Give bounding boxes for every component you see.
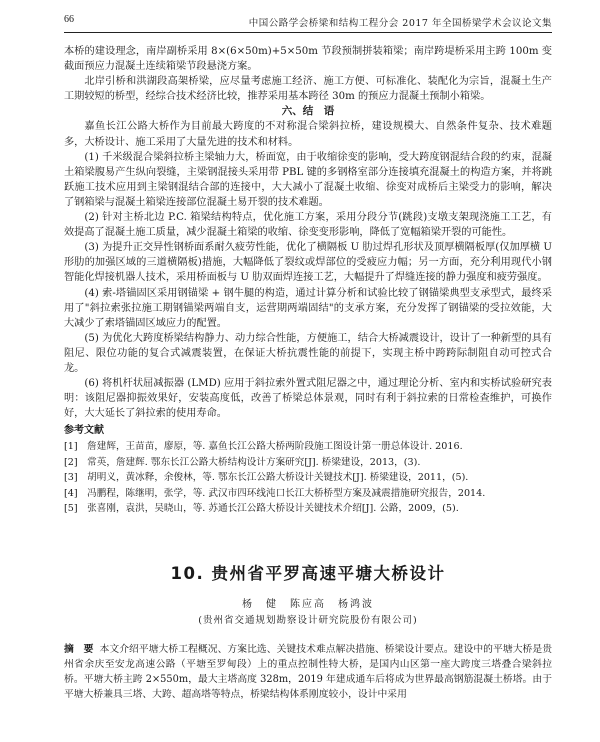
reference-item: [3] 胡明义，黄冰释，余俊林，等. 鄂东长江公路大桥设计关键技术[J]. 桥梁建设，2011，(5).	[64, 472, 469, 484]
paragraph: 本桥的建设理念，南岸副桥采用 8×(6×50m)+5×50m 节段预制拼装箱梁；南岸跨堤桥采用主跨 100m 变截面预应力混凝土连续箱梁节段悬浇方案。	[64, 46, 552, 73]
conclusion-item: (4) 索-塔锚固区采用钢锚梁 + 钢牛腿的构造，通过计算分析和试验比较了钢锚梁典型支承型式，最终采用了"斜拉索张拉施工期钢锚梁两端自支，运营期两端固结"的支承方案，充分发挥了钢锚梁的受拉效能，大大减少了索塔锚固区域应力的配置。	[64, 287, 552, 329]
conclusion-item: (2) 针对主桥北边 P.C. 箱梁结构特点，优化施工方案，采用分段分节(跳段)支墩支架现浇施工工艺，有效提高了混凝土施工质量，减少混凝土箱梁的收缩、徐变变形影响，降低了宽幅箱梁开裂的可能性。	[64, 212, 552, 239]
conclusion-item: (3) 为提升正交异性钢桥面系耐久疲劳性能，优化了横隔板 U 肋过焊孔形状及顶厚横隔板厚(仅加厚横 U 形肋的加强区域的三道横隔板)措施，大幅降低了裂纹或焊部位的受疲应力幅；另一方面，充分利用现代小钢智能化焊接机器人技术，采用桥面板与 U 肋双面焊连接工艺，大幅提升了焊缝连接的静力强度和疲劳强度。	[64, 242, 552, 284]
section-heading: 六、结 语	[281, 105, 335, 118]
page-number: 66	[64, 14, 74, 25]
abstract-label: 摘 要	[64, 644, 94, 655]
references-title: 参考文献	[64, 425, 104, 437]
paragraph: 嘉鱼长江公路大桥作为目前最大跨度的不对称混合梁斜拉桥，建设规模大、自然条件复杂、技术难题多，大桥设计、施工采用了大量先进的技术和材料。	[64, 121, 552, 148]
paragraph: 北岸引桥和洪湖段高架桥梁，应尽量考虑施工经济、施工方便、可标准化、装配化为宗旨，混凝土生产工期较短的桥型，经综合技术经济比较，推荐采用基本跨径 30m 的预应力混凝土预制小箱梁。	[64, 76, 552, 103]
abstract-text: 本文介绍平塘大桥工程概况、方案比选、关键技术难点解决措施、桥梁设计要点。建设中的平塘大桥是贵州省余庆至安龙高速公路（平塘至罗甸段）上的重点控制性特大桥，是国内山区第一座大跨度三塔叠合梁斜拉桥。平塘大桥主跨 2×550m，最大主塔高度 328m，2019 年建成通车后将成为世界最高钢筋混凝土桥塔。由于平塘大桥兼具三塔、大跨、超高塔等特点，桥梁结构体系刚度较小，设计中采用	[64, 644, 553, 700]
reference-item: [4] 冯鹏程，陈继明，张学，等. 武汉市四环线沌口长江大桥桥型方案及减震措施研究报告，2014.	[64, 487, 486, 499]
conclusion-item: (1) 千米级混合梁斜拉桥主梁轴力大，桥面宽，由于收缩徐变的影响，受大跨度钢混结合段的约束，混凝土箱梁腹易产生纵向裂缝，主梁钢混接头采用带 PBL 键的多钢格室部分连接填充混凝土的构造方案，并将跳跃施工技术应用到主梁钢混结合部的连接中，大大减小了混凝土收缩、徐变对成桥后主梁受力的影响，解决了钢箱梁与混凝土箱梁连接部位混凝土易开裂的技术难题。	[64, 151, 552, 208]
paper-authors: 杨 健 陈应高 杨鸿波	[242, 599, 374, 610]
abstract	[64, 642, 552, 702]
reference-item: [1] 詹建辉，王苗苗，廖原，等. 嘉鱼长江公路大桥两阶段施工图设计第一册总体设计. 2016.	[64, 441, 463, 453]
running-title: 中国公路学会桥梁和结构工程分会 2017 年全国桥梁学术会议论文集	[248, 18, 552, 29]
paper-affiliation: (贵州省交通规划勘察设计研究院股份有限公司)	[198, 615, 418, 626]
conclusion-item: (6) 将机杆状屈减振器 (LMD) 应用于斜拉索外置式阻尼器之中，通过理论分析、室内和实桥试验研究表明：该阻尼器抑振效果好，安装高度低，改善了桥梁总体景观，同时有利于斜拉索的日常检查维护，可换作好，大大延长了斜拉索的使用寿命。	[64, 378, 552, 420]
previous-paper-body	[64, 44, 552, 517]
reference-item: [2] 常英，詹建辉. 鄂东长江公路大桥结构设计方案研究[J]. 桥梁建设，2013，(3).	[64, 456, 421, 468]
conclusion-item: (5) 为优化大跨度桥梁结构静力、动力综合性能，方便施工，结合大桥减震设计，设计了一种新型的具有阻尼、限位功能的复合式减震装置，在保证大桥抗震性能的前提下，实现主桥中跨跨际制阻自动可控式合龙。	[64, 332, 552, 374]
page-header	[64, 12, 552, 33]
reference-item: [5] 张喜刚，袁洪，吴晓山，等. 苏通长江公路大桥设计关键技术介绍[J]. 公路，2009，(5).	[64, 503, 459, 515]
paper-title: 10. 贵州省平罗高速平塘大桥设计	[170, 564, 446, 583]
